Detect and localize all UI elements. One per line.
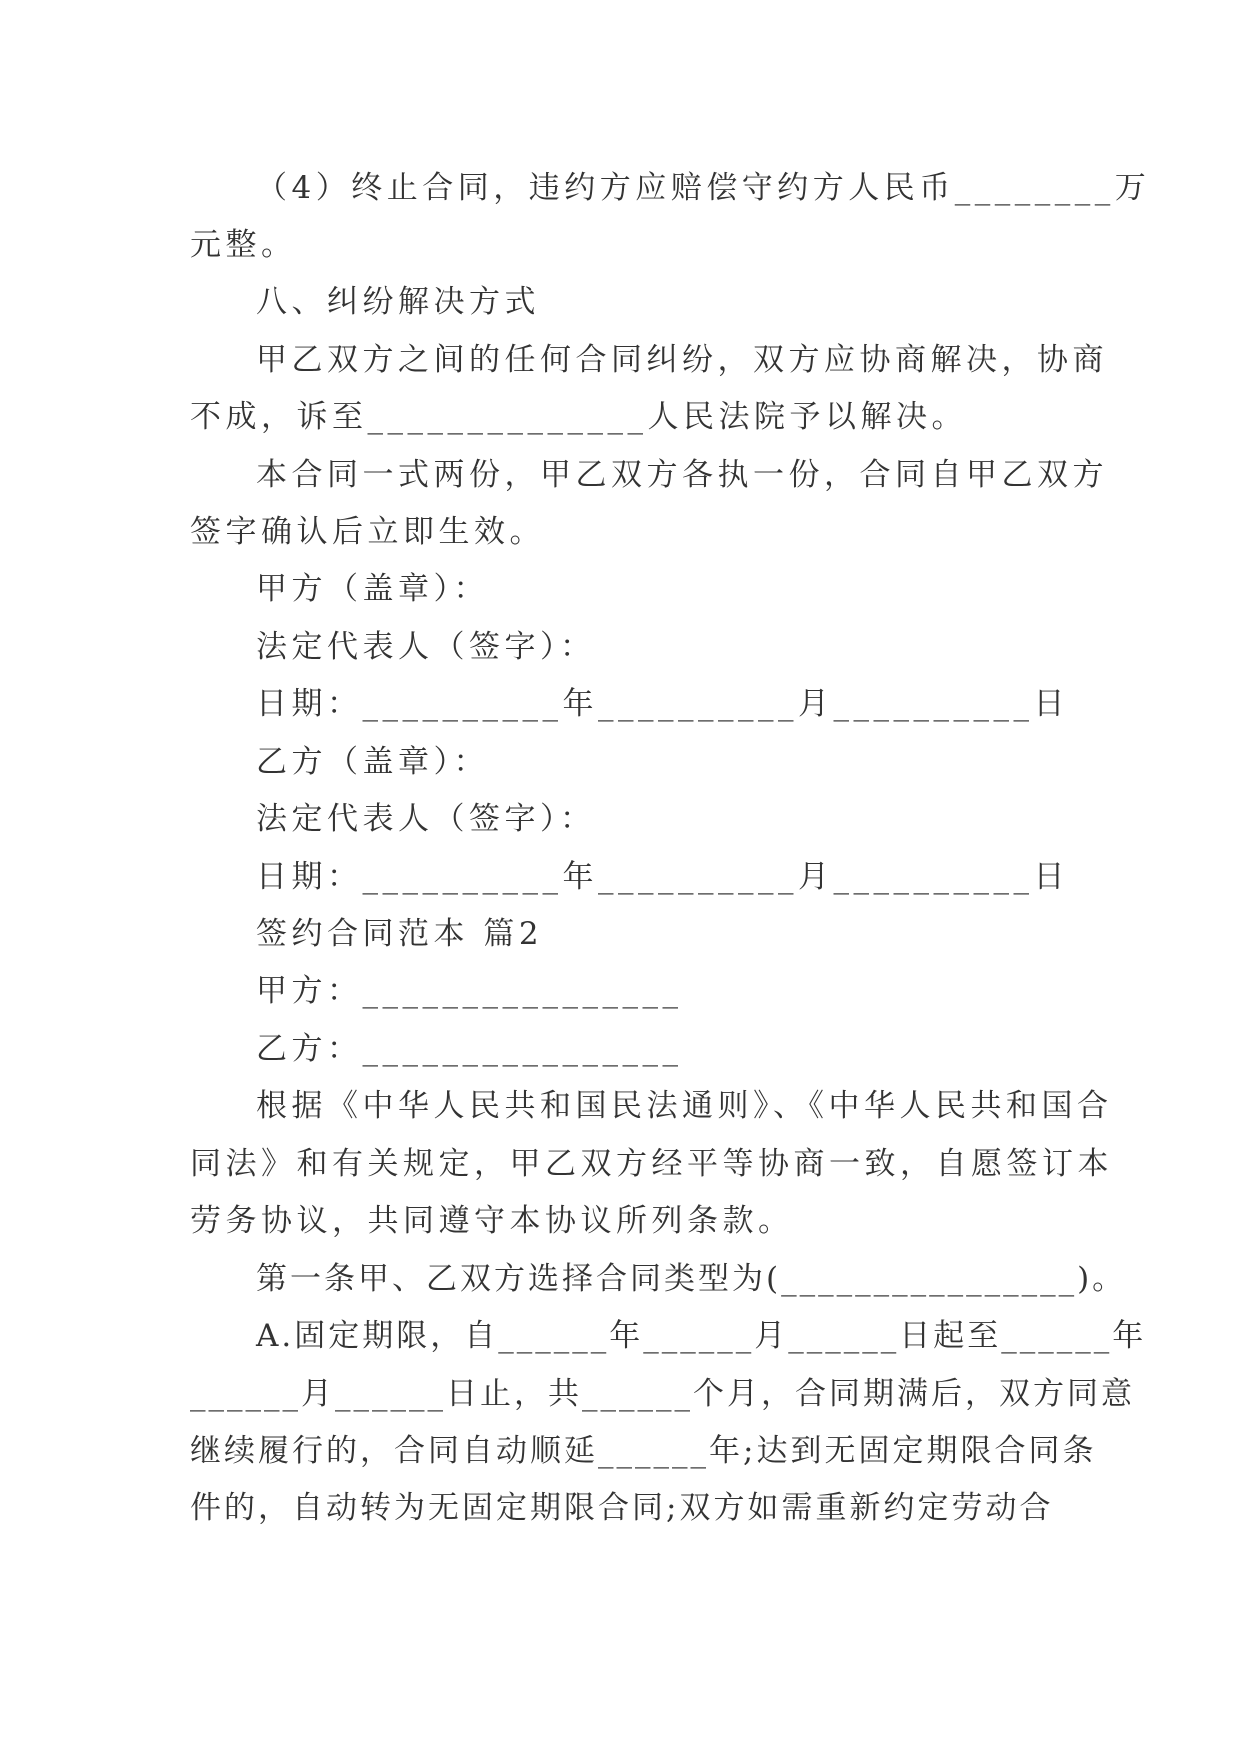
section-heading-dispute: 八、纠纷解决方式 <box>256 284 540 320</box>
article-one-option-a-cont-2: 继续履行的，合同自动顺延______年;达到无固定期限合同条 <box>190 1433 1097 1469</box>
paragraph-copies: 本合同一式两份，甲乙双方各执一份，合同自甲乙双方 <box>256 457 1108 493</box>
clause-breach-termination: （4）终止合同，违约方应赔偿守约方人民币________万 <box>256 170 1151 206</box>
paragraph-dispute-cont: 不成，诉至______________人民法院予以解决。 <box>190 399 967 435</box>
party-a-seal-label: 甲方（盖章）： <box>256 571 489 607</box>
party-b-date-line: 日期：__________年__________月__________日 <box>256 859 1069 895</box>
article-one-option-a-cont-3: 件的，自动转为无固定期限合同;双方如需重新约定劳动合 <box>190 1490 1054 1526</box>
party-a-representative-label: 法定代表人（签字）： <box>256 629 596 665</box>
paragraph-basis-cont-1: 同法》和有关规定，甲乙双方经平等协商一致，自愿签订本 <box>190 1146 1113 1182</box>
section-title-part2: 签约合同范本 篇2 <box>256 916 544 952</box>
paragraph-basis-cont-2: 劳务协议，共同遵守本协议所列条款。 <box>190 1203 794 1239</box>
article-one-option-a-cont-1: ______月______日止，共______个月，合同期满后，双方同意 <box>190 1376 1135 1412</box>
party-a-name-line: 甲方：________________ <box>256 973 683 1009</box>
article-one-option-a: A.固定期限，自______年______月______日起至______年 <box>256 1318 1147 1354</box>
paragraph-dispute: 甲乙双方之间的任何合同纠纷，双方应协商解决，协商 <box>256 342 1108 378</box>
party-b-seal-label: 乙方（盖章）： <box>256 744 489 780</box>
party-a-date-line: 日期：__________年__________月__________日 <box>256 686 1069 722</box>
paragraph-basis: 根据《中华人民共和国民法通则》、《中华人民共和国合 <box>256 1088 1113 1124</box>
paragraph-copies-cont: 签字确认后立即生效。 <box>190 514 545 550</box>
clause-breach-termination-cont: 元整。 <box>190 227 297 263</box>
article-one: 第一条甲、乙双方选择合同类型为(________________)。 <box>256 1261 1127 1297</box>
party-b-name-line: 乙方：________________ <box>256 1031 683 1067</box>
party-b-representative-label: 法定代表人（签字）： <box>256 801 596 837</box>
